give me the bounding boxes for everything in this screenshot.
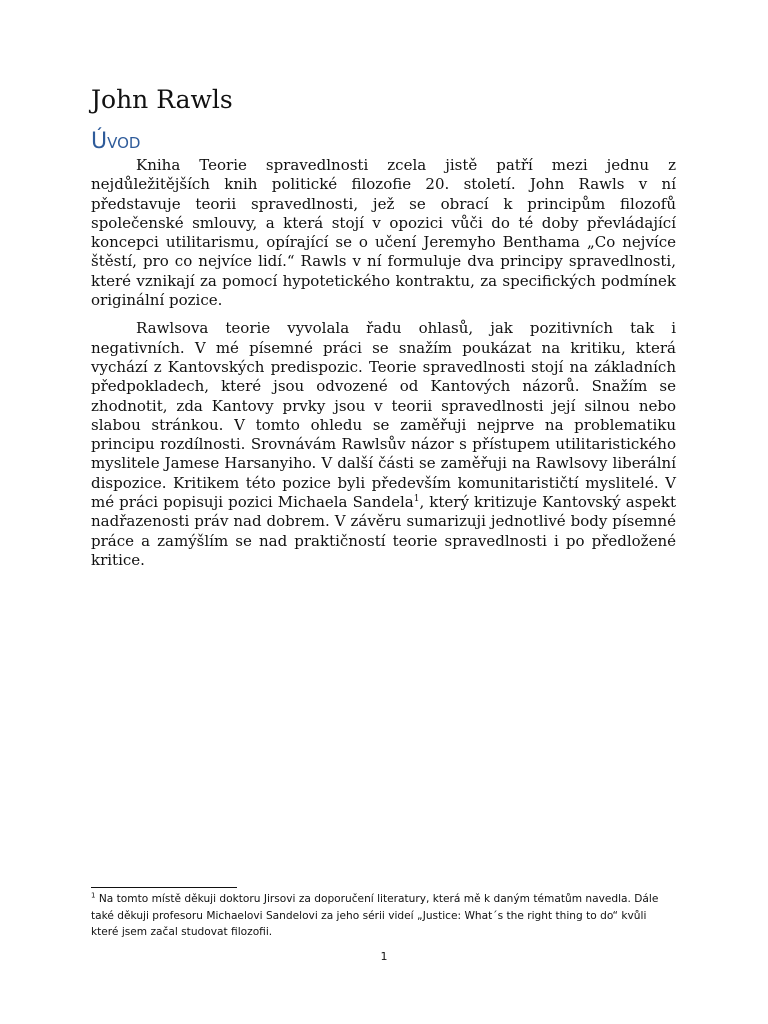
footnote-marker: 1 (91, 891, 96, 900)
page-number: 1 (380, 950, 388, 963)
document-body (91, 156, 676, 579)
paragraph-1: Kniha Teorie spravedlnosti zcela jistě patří mezi jednu z nejdůležitějších knih politické filozofie 20. století. John Rawls v ní představuje teorii spravedlnosti, jež se obrací k principům filozofů společenské smlouvy, a která stojí v opozici vůči do té doby převládající koncepci utilitarismu, opírající se o učení Jeremyho Benthama „Co nejvíce štěstí, pro co nejvíce lidí.“ Rawls v ní formuluje dva principy spravedlnosti, které vznikají za pomocí hypotetického kontraktu, za specifických podmínek originální pozice. (91, 156, 676, 310)
section-heading: Úvod (91, 129, 141, 154)
footnote-separator (91, 887, 237, 888)
paragraph-2-text-end: , který kritizuje Kantovský aspekt nadřazenosti práv nad dobrem. V závěru sumarizuji jednotlivé body písemné práce a zamýšlím se nad praktičností teorie spravedlnosti i po předložené kritice. (91, 493, 677, 569)
paragraph-2-text-start: Rawlsova teorie vyvolala řadu ohlasů, jak pozitivních tak i negativních. V mé písemné práci se snažím poukázat na kritiku, která vychází z Kantovských predispozic. Teorie spravedlnosti stojí na základních předpokladech, které jsou odvozené od Kantových názorů. Snažím se zhodnotit, zda Kantovy prvky jsou v teorii spravedlnosti její silnou nebo slabou stránkou. V tomto ohledu se zaměřuji nejprve na problematiku principu rozdílnosti. Srovnávám Rawlsův názor s přístupem utilitaristického myslitele Jamese Harsanyiho. V další části se zaměřuji na Rawlsovy liberální dispozice. Kritikem této pozice byli především komunitarističtí myslitelé. V mé práci popisuji pozici Michaela Sandela (91, 319, 676, 512)
document-title: John Rawls (91, 85, 233, 114)
footnote-reference[interactable]: 1 (413, 494, 420, 505)
paragraph-2 (91, 319, 676, 570)
footnote (91, 891, 676, 941)
footnote-text: Na tomto místě děkuji doktoru Jirsovi za doporučení literatury, která mě k daným tématům navedla. Dále také děkuji profesoru Michaelovi Sandelovi za jeho sérii videí „Justice: What´s the right thing to do“ kvůli které jsem začal studovat filozofii. (91, 893, 659, 938)
